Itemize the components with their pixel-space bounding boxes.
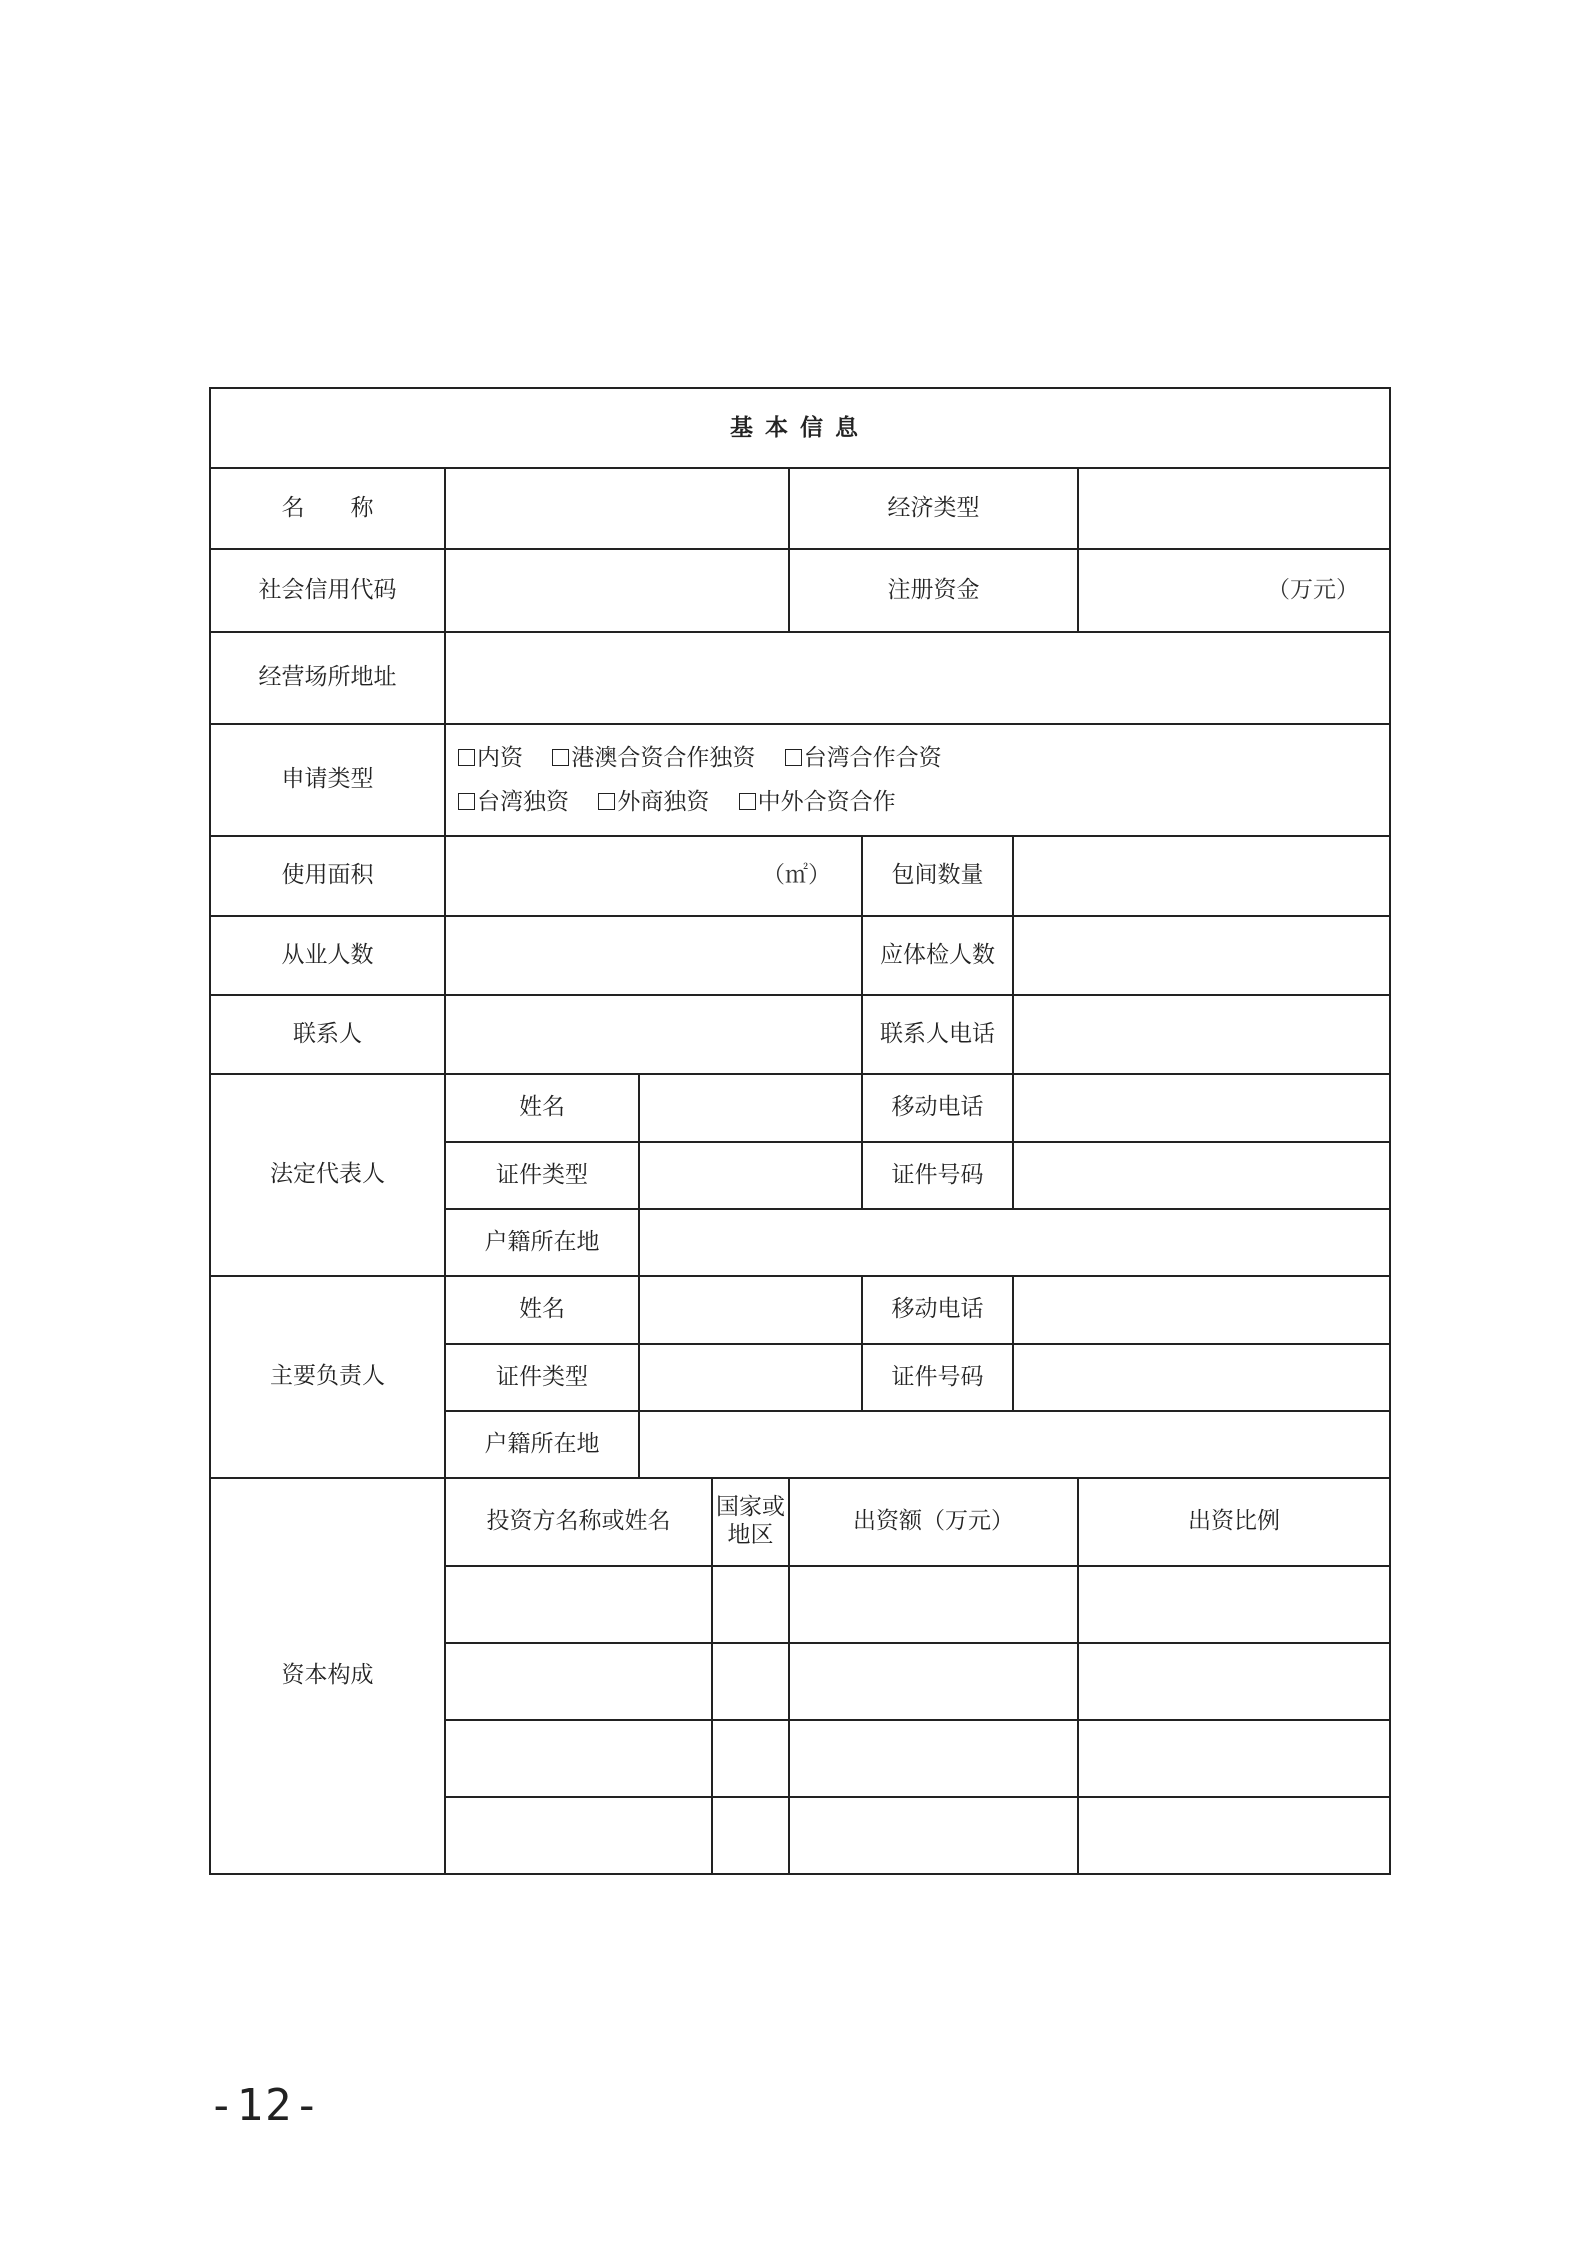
legal-rep-name-field[interactable] [639, 1074, 862, 1142]
checkbox-icon[interactable] [785, 749, 802, 766]
name-field[interactable] [445, 468, 789, 549]
basic-info-form [209, 387, 1391, 1875]
capital-country-field[interactable] [712, 1566, 789, 1643]
area-field[interactable] [445, 836, 862, 916]
capital-country-field[interactable] [712, 1797, 789, 1874]
contact-row [210, 995, 1390, 1074]
application-type-options-row-2 [458, 780, 1389, 824]
option-domestic[interactable]: 内资 [458, 736, 523, 780]
capital-ratio-field[interactable] [1078, 1720, 1390, 1797]
application-type-options [445, 724, 1390, 836]
legal-rep-name-label: 姓名 [445, 1074, 639, 1142]
capital-country-field[interactable] [712, 1643, 789, 1720]
economic-type-label: 经济类型 [789, 468, 1078, 549]
application-type-options-row-1 [458, 736, 1389, 780]
checkbox-icon[interactable] [552, 749, 569, 766]
capital-investor-field[interactable] [445, 1797, 712, 1874]
main-person-row-1 [210, 1276, 1390, 1344]
capital-header-row [210, 1478, 1390, 1566]
capital-ratio-field[interactable] [1078, 1566, 1390, 1643]
legal-rep-household-label: 户籍所在地 [445, 1209, 639, 1276]
main-person-id-number-field[interactable] [1013, 1344, 1390, 1411]
capital-header-amount: 出资额（万元） [789, 1478, 1078, 1566]
main-person-name-label: 姓名 [445, 1276, 639, 1344]
application-type-label: 申请类型 [210, 724, 445, 836]
checkbox-icon[interactable] [739, 793, 756, 810]
capital-header-ratio: 出资比例 [1078, 1478, 1390, 1566]
staff-count-field[interactable] [445, 916, 862, 995]
legal-rep-id-number-field[interactable] [1013, 1142, 1390, 1209]
contact-label: 联系人 [210, 995, 445, 1074]
capital-header-investor: 投资方名称或姓名 [445, 1478, 712, 1566]
capital-amount-field[interactable] [789, 1643, 1078, 1720]
health-check-count-label: 应体检人数 [862, 916, 1013, 995]
legal-rep-mobile-label: 移动电话 [862, 1074, 1013, 1142]
option-taiwan-joint[interactable]: 台湾合作合资 [785, 736, 942, 780]
area-row [210, 836, 1390, 916]
legal-rep-id-number-label: 证件号码 [862, 1142, 1013, 1209]
checkbox-icon[interactable] [598, 793, 615, 810]
option-taiwan-sole[interactable]: 台湾独资 [458, 780, 569, 824]
main-person-name-field[interactable] [639, 1276, 862, 1344]
legal-rep-mobile-field[interactable] [1013, 1074, 1390, 1142]
main-person-id-number-label: 证件号码 [862, 1344, 1013, 1411]
capital-investor-field[interactable] [445, 1643, 712, 1720]
capital-header-country: 国家或地区 [712, 1478, 789, 1566]
main-person-id-type-label: 证件类型 [445, 1344, 639, 1411]
capital-amount-field[interactable] [789, 1566, 1078, 1643]
main-person-id-type-field[interactable] [639, 1344, 862, 1411]
capital-investor-field[interactable] [445, 1566, 712, 1643]
form-title: 基本信息 [210, 388, 1390, 468]
capital-label: 资本构成 [210, 1478, 445, 1874]
capital-amount-field[interactable] [789, 1720, 1078, 1797]
main-person-mobile-label: 移动电话 [862, 1276, 1013, 1344]
capital-country-field[interactable] [712, 1720, 789, 1797]
economic-type-field[interactable] [1078, 468, 1390, 549]
checkbox-icon[interactable] [458, 749, 475, 766]
capital-investor-field[interactable] [445, 1720, 712, 1797]
legal-rep-id-type-field[interactable] [639, 1142, 862, 1209]
legal-rep-household-field[interactable] [639, 1209, 1390, 1276]
area-unit: （㎡） [762, 862, 831, 889]
capital-ratio-field[interactable] [1078, 1797, 1390, 1874]
registered-capital-unit: （万元） [1267, 576, 1359, 603]
legal-rep-row-1 [210, 1074, 1390, 1142]
address-row [210, 632, 1390, 724]
contact-phone-field[interactable] [1013, 995, 1390, 1074]
registered-capital-field[interactable] [1078, 549, 1390, 632]
staff-row [210, 916, 1390, 995]
business-address-field[interactable] [445, 632, 1390, 724]
room-count-field[interactable] [1013, 836, 1390, 916]
option-hk-macau[interactable]: 港澳合资合作独资 [552, 736, 755, 780]
capital-ratio-field[interactable] [1078, 1643, 1390, 1720]
legal-rep-label: 法定代表人 [210, 1074, 445, 1276]
page-number: -12- [208, 2080, 322, 2131]
contact-phone-label: 联系人电话 [862, 995, 1013, 1074]
registered-capital-label: 注册资金 [789, 549, 1078, 632]
name-row [210, 468, 1390, 549]
business-address-label: 经营场所地址 [210, 632, 445, 724]
title-row [210, 388, 1390, 468]
health-check-count-field[interactable] [1013, 916, 1390, 995]
checkbox-icon[interactable] [458, 793, 475, 810]
main-person-household-field[interactable] [639, 1411, 1390, 1478]
room-count-label: 包间数量 [862, 836, 1013, 916]
staff-count-label: 从业人数 [210, 916, 445, 995]
credit-code-field[interactable] [445, 549, 789, 632]
area-label: 使用面积 [210, 836, 445, 916]
main-person-mobile-field[interactable] [1013, 1276, 1390, 1344]
name-label: 名称 [210, 468, 445, 549]
credit-code-label: 社会信用代码 [210, 549, 445, 632]
option-foreign-sole[interactable]: 外商独资 [598, 780, 709, 824]
application-type-row [210, 724, 1390, 836]
legal-rep-id-type-label: 证件类型 [445, 1142, 639, 1209]
capital-amount-field[interactable] [789, 1797, 1078, 1874]
contact-field[interactable] [445, 995, 862, 1074]
main-person-household-label: 户籍所在地 [445, 1411, 639, 1478]
credit-code-row [210, 549, 1390, 632]
option-sino-foreign[interactable]: 中外合资合作 [739, 780, 896, 824]
main-person-label: 主要负责人 [210, 1276, 445, 1478]
